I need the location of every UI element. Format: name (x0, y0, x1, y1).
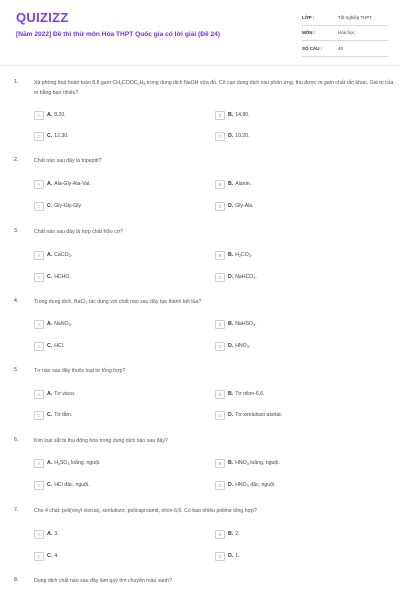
option-b[interactable] (215, 389, 265, 399)
header-divider (0, 65, 400, 66)
option-key: C. (47, 412, 53, 418)
question-text: Xà phòng hoá hoàn toàn 8,8 gam $CH_3COOC_2H_5$ trong dung dịch NaOH vừa đủ. Cô cạn dung dịch sau phản ứng, thu được m gam chất rắn khan. Giá trị của m bằng bao nhiêu? (34, 80, 394, 96)
option-letter-box: D (215, 411, 225, 420)
option-key: C. (47, 343, 53, 349)
question (14, 298, 394, 358)
option-letter-box: B (215, 180, 225, 189)
option-c[interactable] (34, 410, 72, 420)
option-text: Alanin. (235, 181, 252, 187)
option-text: NaHSO$_4$. (235, 321, 257, 327)
option-text: Tơ tằm. (54, 412, 73, 418)
option-a[interactable] (34, 529, 59, 539)
option-d[interactable] (215, 272, 257, 282)
option-letter-box: D (215, 132, 225, 141)
option-text: $H_2CO_3$. (235, 252, 253, 258)
option-text: Ala-Gly-Ala-Val. (54, 181, 91, 187)
option-key: B. (228, 112, 234, 118)
option-a[interactable] (34, 250, 72, 260)
option-letter-box: A (34, 320, 44, 329)
question-number: 6. (14, 437, 19, 443)
option-key: D. (228, 203, 234, 209)
question (14, 79, 394, 149)
option-c[interactable] (34, 201, 82, 211)
question-number: 2. (14, 157, 19, 163)
option-text: NaNO$_3$. (54, 321, 73, 327)
option-letter-box: B (215, 111, 225, 120)
option-letter-box: B (215, 390, 225, 399)
option-key: B. (228, 391, 234, 397)
option-text: 8,20. (54, 112, 66, 118)
option-letter-box: D (215, 202, 225, 211)
option-a[interactable] (34, 179, 91, 189)
question (14, 577, 394, 591)
question (14, 228, 394, 288)
option-b[interactable] (215, 250, 252, 260)
question-text: Trong dung dịch, BaCl$_2$ tác dụng với chất nào sau đây tạo thành kết tủa? (34, 299, 202, 305)
question (14, 507, 394, 567)
option-d[interactable] (215, 410, 282, 420)
option-text: 14,80. (235, 112, 250, 118)
option-letter-box: A (34, 390, 44, 399)
option-letter-box: A (34, 180, 44, 189)
option-text: NaHCO$_3$. (235, 274, 257, 280)
option-key: A. (47, 321, 53, 327)
option-text: HCHO. (54, 274, 71, 280)
option-a[interactable] (34, 110, 66, 120)
meta-key: MÔN : (302, 30, 316, 36)
option-key: B. (228, 321, 234, 327)
option-key: C. (47, 274, 53, 280)
option-b[interactable] (215, 458, 280, 468)
option-a[interactable] (34, 389, 75, 399)
option-text: 3. (54, 531, 59, 537)
option-c[interactable] (34, 272, 71, 282)
question-number: 5. (14, 367, 19, 373)
option-text: $H_2SO_4$ loãng, nguội. (54, 460, 101, 466)
option-c[interactable] (34, 341, 64, 351)
meta-row-subject (302, 26, 388, 42)
question-text: Dung dịch chất nào sau đây làm quỳ tím chuyển màu xanh? (34, 578, 172, 584)
option-text: Gly-Gly-Gly. (54, 203, 83, 209)
option-letter-box: C (34, 202, 44, 211)
option-d[interactable] (215, 551, 240, 561)
meta-value: Hóa học (338, 30, 355, 36)
question-text: Kim loại sắt bị thụ động hóa trong dung dịch nào sau đây? (34, 438, 168, 444)
meta-value: Tốt nghiệp THPT (338, 14, 373, 20)
option-a[interactable] (34, 458, 101, 468)
option-letter-box: C (34, 342, 44, 351)
meta-panel (302, 10, 388, 57)
option-a[interactable] (34, 319, 72, 329)
option-text: Gly-Ala. (235, 203, 254, 209)
option-key: A. (47, 531, 53, 537)
option-key: C. (47, 482, 53, 488)
question (14, 367, 394, 427)
option-d[interactable] (215, 131, 250, 141)
option-letter-box: D (215, 552, 225, 561)
option-key: A. (47, 252, 53, 258)
option-c[interactable] (34, 131, 69, 141)
option-key: D. (228, 274, 234, 280)
option-b[interactable] (215, 529, 240, 539)
option-key: A. (47, 460, 53, 466)
meta-row-class (302, 10, 388, 26)
option-letter-box: B (215, 251, 225, 260)
option-key: D. (228, 553, 234, 559)
option-d[interactable] (215, 201, 254, 211)
option-text: 2. (235, 531, 240, 537)
question (14, 437, 394, 497)
question-text: Tơ nào sau đây thuộc loại tơ tổng hợp? (34, 368, 126, 374)
option-text: $HNO_3$. (235, 343, 251, 349)
document-title: [Năm 2022] Đề thi thử môn Hóa THPT Quốc gia có lời giải (Đề 24) (16, 31, 221, 38)
option-text: 4. (54, 553, 59, 559)
option-d[interactable] (215, 480, 276, 490)
meta-value: 40 (338, 45, 344, 51)
option-text: Tơ nilon-6,6. (235, 391, 265, 397)
option-d[interactable] (215, 341, 250, 351)
option-key: B. (228, 531, 234, 537)
option-letter-box: A (34, 251, 44, 260)
option-letter-box: A (34, 111, 44, 120)
option-text: Tơ visco. (54, 391, 76, 397)
option-letter-box: C (34, 552, 44, 561)
option-c[interactable] (34, 551, 59, 561)
option-text: CaCO$_3$. (54, 252, 73, 258)
option-letter-box: D (215, 481, 225, 490)
option-letter-box: C (34, 411, 44, 420)
option-text: 10,20. (235, 133, 250, 139)
option-b[interactable] (215, 179, 251, 189)
option-text: 12,30. (54, 133, 69, 139)
option-letter-box: A (34, 530, 44, 539)
meta-key: SỐ CÂU : (302, 45, 323, 51)
option-key: D. (228, 412, 234, 418)
option-key: D. (228, 343, 234, 349)
option-key: A. (47, 391, 53, 397)
option-key: D. (228, 133, 234, 139)
option-key: B. (228, 181, 234, 187)
option-letter-box: D (215, 342, 225, 351)
option-text: HCl. (54, 343, 65, 349)
option-key: A. (47, 181, 53, 187)
option-letter-box: C (34, 132, 44, 141)
option-key: A. (47, 112, 53, 118)
meta-key: LỚP : (302, 14, 315, 20)
question-number: 8. (14, 577, 19, 583)
question-number: 4. (14, 298, 19, 304)
option-text: Tơ xenlulozo axetat. (235, 412, 283, 418)
option-key: B. (228, 252, 234, 258)
option-key: C. (47, 133, 53, 139)
option-b[interactable] (215, 110, 250, 120)
option-text: HCl đặc, nguội. (54, 482, 90, 488)
option-key: D. (228, 482, 234, 488)
question-number: 3. (14, 228, 19, 234)
option-letter-box: C (34, 273, 44, 282)
option-letter-box: D (215, 273, 225, 282)
option-letter-box: C (34, 481, 44, 490)
option-letter-box: A (34, 459, 44, 468)
question (14, 157, 394, 217)
question-text: Chất nào sau đây là tripeptit? (34, 158, 102, 164)
meta-row-question-count (302, 41, 388, 57)
option-key: B. (228, 460, 234, 466)
question-text: Chất nào sau đây là hợp chất hữu cơ? (34, 229, 124, 235)
option-c[interactable] (34, 480, 90, 490)
option-letter-box: B (215, 459, 225, 468)
question-number: 7. (14, 507, 19, 513)
option-b[interactable] (215, 319, 257, 329)
option-text: $HNO_3$ loãng, nguội. (235, 460, 280, 466)
question-text: Cho 4 chất: poli(vinyl clorua), xenlulozơ, policaproamit, nilon-6,6. Có bao nhiêu polime tổng hợp? (34, 508, 257, 514)
option-key: C. (47, 203, 53, 209)
option-key: C. (47, 553, 53, 559)
option-letter-box: B (215, 530, 225, 539)
question-number: 1. (14, 79, 19, 85)
quizizz-logo[interactable]: QUIZIZZ (16, 10, 69, 25)
option-text: $HNO_3$ đặc, nguội. (235, 482, 276, 488)
option-letter-box: B (215, 320, 225, 329)
option-text: 1. (235, 553, 240, 559)
